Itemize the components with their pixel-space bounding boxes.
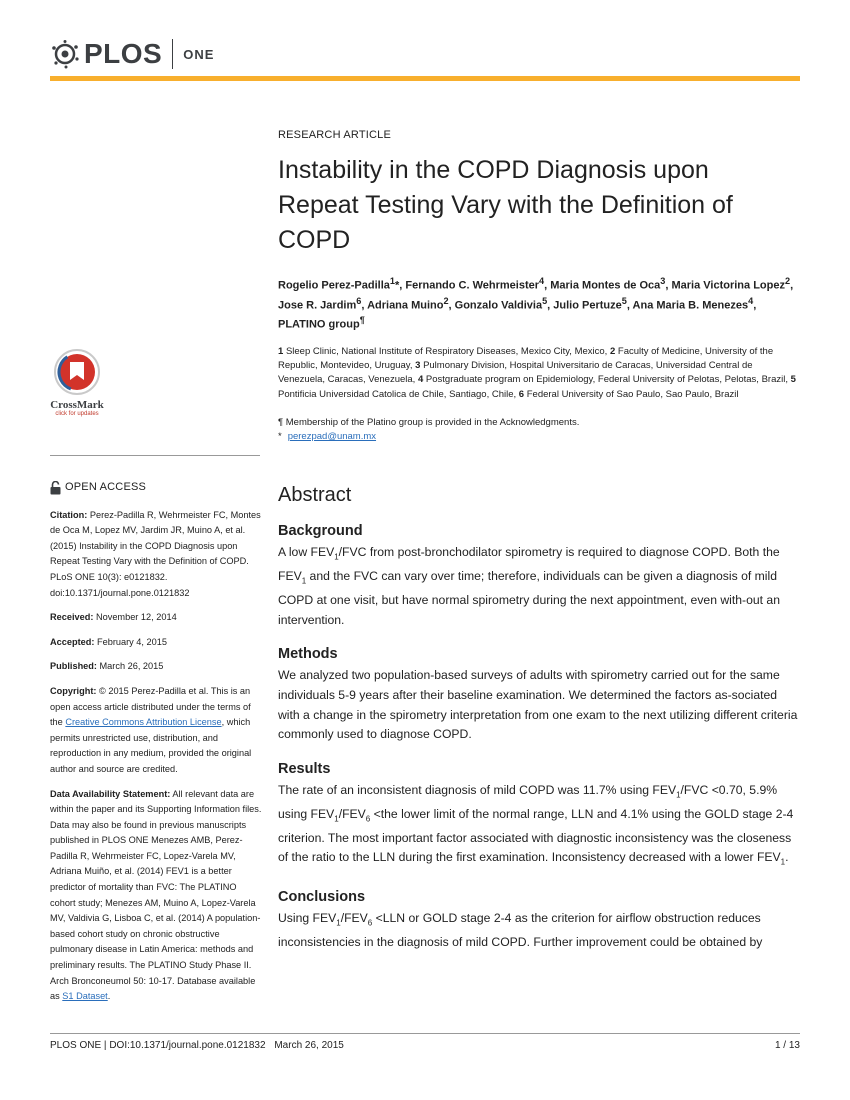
affiliations <box>278 345 800 402</box>
author-sup: 4 <box>748 295 754 306</box>
affil-number: 4 <box>417 374 424 386</box>
citation-label: Citation: <box>50 509 88 520</box>
affil-text: Faculty of Medicine, University of the Republic, Montevideo, Uruguay, <box>278 345 774 372</box>
affil-text: Postgraduate program on Epidemiology, Federal University of Pelotas, Pelotas, Brazil, <box>425 374 788 386</box>
corresponding-email-line <box>278 430 800 444</box>
footer-divider <box>50 1033 800 1034</box>
copyright-block <box>50 684 262 778</box>
crossmark-badge[interactable] <box>48 348 106 417</box>
license-link[interactable]: Creative Commons Attribution License <box>65 717 222 728</box>
affil-number: 1 <box>278 345 284 357</box>
published-block <box>50 659 262 675</box>
author-list <box>278 274 800 333</box>
affil-text: Federal University of Sao Paulo, Sao Paulo, Brazil <box>526 388 739 400</box>
conclusions-text: Using $FEV_1/FEV_6 <LLN$ or GOLD stage 2-4 as the criterion for airflow obstruction reduces inconsistencies in the diagnosis of mild COPD. Further improvement could be obtained by <box>278 910 763 949</box>
author[interactable]: , PLATINO group <box>278 299 757 331</box>
author[interactable]: , Fernando C. Wehrmeister <box>399 279 540 292</box>
background-heading: Background <box>278 523 363 540</box>
footer-journal: PLOS ONE <box>50 1040 102 1051</box>
published-date: March 26, 2015 <box>99 661 164 672</box>
affil-number: 6 <box>518 388 525 400</box>
article-title: Instability in the COPD Diagnosis upon Repeat Testing Vary with the Definition of COPD <box>278 156 733 254</box>
author[interactable]: , Gonzalo Valdivia <box>448 299 543 312</box>
author-sup: 2 <box>784 276 791 286</box>
author-sup: 5 <box>542 295 548 306</box>
methods-text: We analyzed two population-based surveys of adults with spirometry carried out for the same individuals 5-9 years after their baseline examination. We determined the factors as-sociated with a change in the spirometry interpretation from one exam to the next utilizing different criteria commonly used to diagnose COPD. <box>278 668 798 742</box>
accepted-block <box>50 635 262 651</box>
crossmark-label: CrossMark <box>50 399 104 411</box>
copyright-text-end: , which permits unrestricted use, distribution, and reproduction in any medium, provided the original author and source are credited. <box>50 717 252 774</box>
author[interactable]: , Maria Victorina Lopez <box>665 279 785 292</box>
footer-citation <box>50 1040 344 1051</box>
citation-block <box>50 508 262 602</box>
affil-text: Pulmonary Division, Hospital Universitario de Caracas, Universidad Central de Venezuela, Caracas, Venezuela, <box>278 360 753 386</box>
author[interactable]: , Ana Maria B. Menezes <box>626 299 749 312</box>
published-label: Published: <box>50 661 97 672</box>
email-mark: * <box>278 430 282 442</box>
affil-text: Sleep Clinic, National Institute of Respiratory Diseases, Mexico City, Mexico, <box>285 345 608 357</box>
sidebar-divider <box>50 455 260 456</box>
accepted-date: February 4, 2015 <box>96 636 167 647</box>
methods-heading: Methods <box>278 646 338 663</box>
affil-text: Pontificia Universidad Catolica de Chile, Santiago, Chile, <box>278 388 517 400</box>
accepted-label: Accepted: <box>50 636 95 647</box>
results-heading: Results <box>278 760 331 777</box>
page-number: 1 / 13 <box>774 1040 800 1051</box>
conclusions-heading: Conclusions <box>278 888 366 905</box>
plos-logo-icon <box>50 39 80 69</box>
crossmark-sub: click for updates <box>55 411 99 417</box>
journal-name: ONE <box>183 46 215 62</box>
corresponding-mark: * <box>394 279 400 292</box>
results-text: The rate of an inconsistent diagnosis of mild COPD was 11.7% using $FEV_1$/FVC <0.70, 5.9% using $FEV_1/FEV_6 <the$ lower limit of the normal range, LLN and 4.1% using the GOLD stage 2-4 criterion. The most important factor associated with diagnostic inconsistency was the closeness of the ratio to the LLN during the first examination. Inconsistency decreased with a lower $FEV_1$. <box>278 782 794 867</box>
data-availability-end: . <box>107 991 111 1002</box>
author-sup: ¶ <box>359 315 365 326</box>
open-access-label: OPEN ACCESS <box>65 481 147 493</box>
citation-text: Perez-Padilla R, Wehrmeister FC, Montes de Oca M, Lopez MV, Jardim JR, Muino A, et al. (2015) Instability in the COPD Diagnosis upon Repeat Testing Vary with the Definition of COPD. PLoS ONE 10(3): e0121832. doi:10.1371/journal.pone.0121832 <box>50 509 261 598</box>
author[interactable]: Rogelio Perez-Padilla <box>278 279 390 292</box>
logo-divider <box>172 39 173 69</box>
corresponding-email-link[interactable]: perezpad@unam.mx <box>287 430 377 442</box>
footer-separator: | <box>103 1040 107 1051</box>
author-sup: 6 <box>356 295 362 306</box>
author-sup: 5 <box>621 295 627 306</box>
received-date: November 12, 2014 <box>95 612 177 623</box>
affil-number: 5 <box>790 374 796 386</box>
crossmark-icon <box>53 348 101 396</box>
author-sup: 4 <box>539 276 545 286</box>
data-availability-text: All relevant data are within the paper and its Supporting Information files. Data may also be found in previous manuscripts published in PLOS ONE Menezes AMB, Perez-Padilla R, Wehrmeister FC, Lopez-Varela MV, Adriana Muiño, et al. (2014) FEV1 is a better predictor of mortality than FVC: The PLATINO cohort study; Menezes AM, Muino A, Lopez-Varela MV, Valdivia G, Lisboa C, et al. (2014) A population-based cohort study on chronic obstructive pulmonary disease in Latin America: methods and preliminary results. The PLATINO Study Phase II. Arch Bronconeumol 50: 10-17. Database available as <box>50 788 262 1002</box>
membership-note: ¶ Membership of the Platino group is provided in the Acknowledgments. <box>278 416 580 428</box>
copyright-text: © 2015 Perez-Padilla et al. This is an open access article distributed under the terms of the <box>50 685 251 728</box>
author[interactable]: , Julio Pertuze <box>547 299 622 312</box>
abstract-heading: Abstract <box>278 484 352 507</box>
received-block <box>50 610 262 626</box>
article-main <box>278 129 800 952</box>
copyright-label: Copyright: <box>50 685 97 696</box>
affil-number: 3 <box>415 360 421 372</box>
dataset-link[interactable]: S1 Dataset <box>62 991 108 1002</box>
footer-doi: DOI:10.1371/journal.pone.0121832 <box>109 1040 266 1051</box>
article-info-sidebar <box>50 480 262 1014</box>
background-text: A low $FEV_1$/FVC from post-bronchodilator spirometry is required to diagnose COPD. Both the $FEV_1$ and the FVC can vary over time; therefore, individuals can be given a diagnosis of mild COPD at one visit, but have normal spirometry during the next appointment, even with-out an intervention. <box>278 545 780 627</box>
open-lock-icon <box>50 481 61 495</box>
article-type: RESEARCH ARTICLE <box>278 129 392 141</box>
author-sup: 1 <box>389 276 395 286</box>
author[interactable]: , Jose R. Jardim <box>278 279 794 312</box>
data-availability-label: Data Availability Statement: <box>50 788 171 799</box>
data-availability-block <box>50 787 262 1005</box>
brand-name: PLOS <box>84 38 163 69</box>
author[interactable]: , Maria Montes de Oca <box>544 279 661 292</box>
author-sup: 3 <box>660 276 666 286</box>
author[interactable]: , Adriana Muino <box>361 299 444 312</box>
author-notes <box>278 416 800 444</box>
open-access-badge <box>50 480 262 496</box>
plos-one-logo[interactable] <box>50 38 214 70</box>
affil-number: 2 <box>609 345 616 357</box>
received-label: Received: <box>50 612 94 623</box>
footer-date: March 26, 2015 <box>274 1040 344 1051</box>
author-sup: 2 <box>443 295 449 306</box>
header-accent-bar <box>50 76 800 81</box>
